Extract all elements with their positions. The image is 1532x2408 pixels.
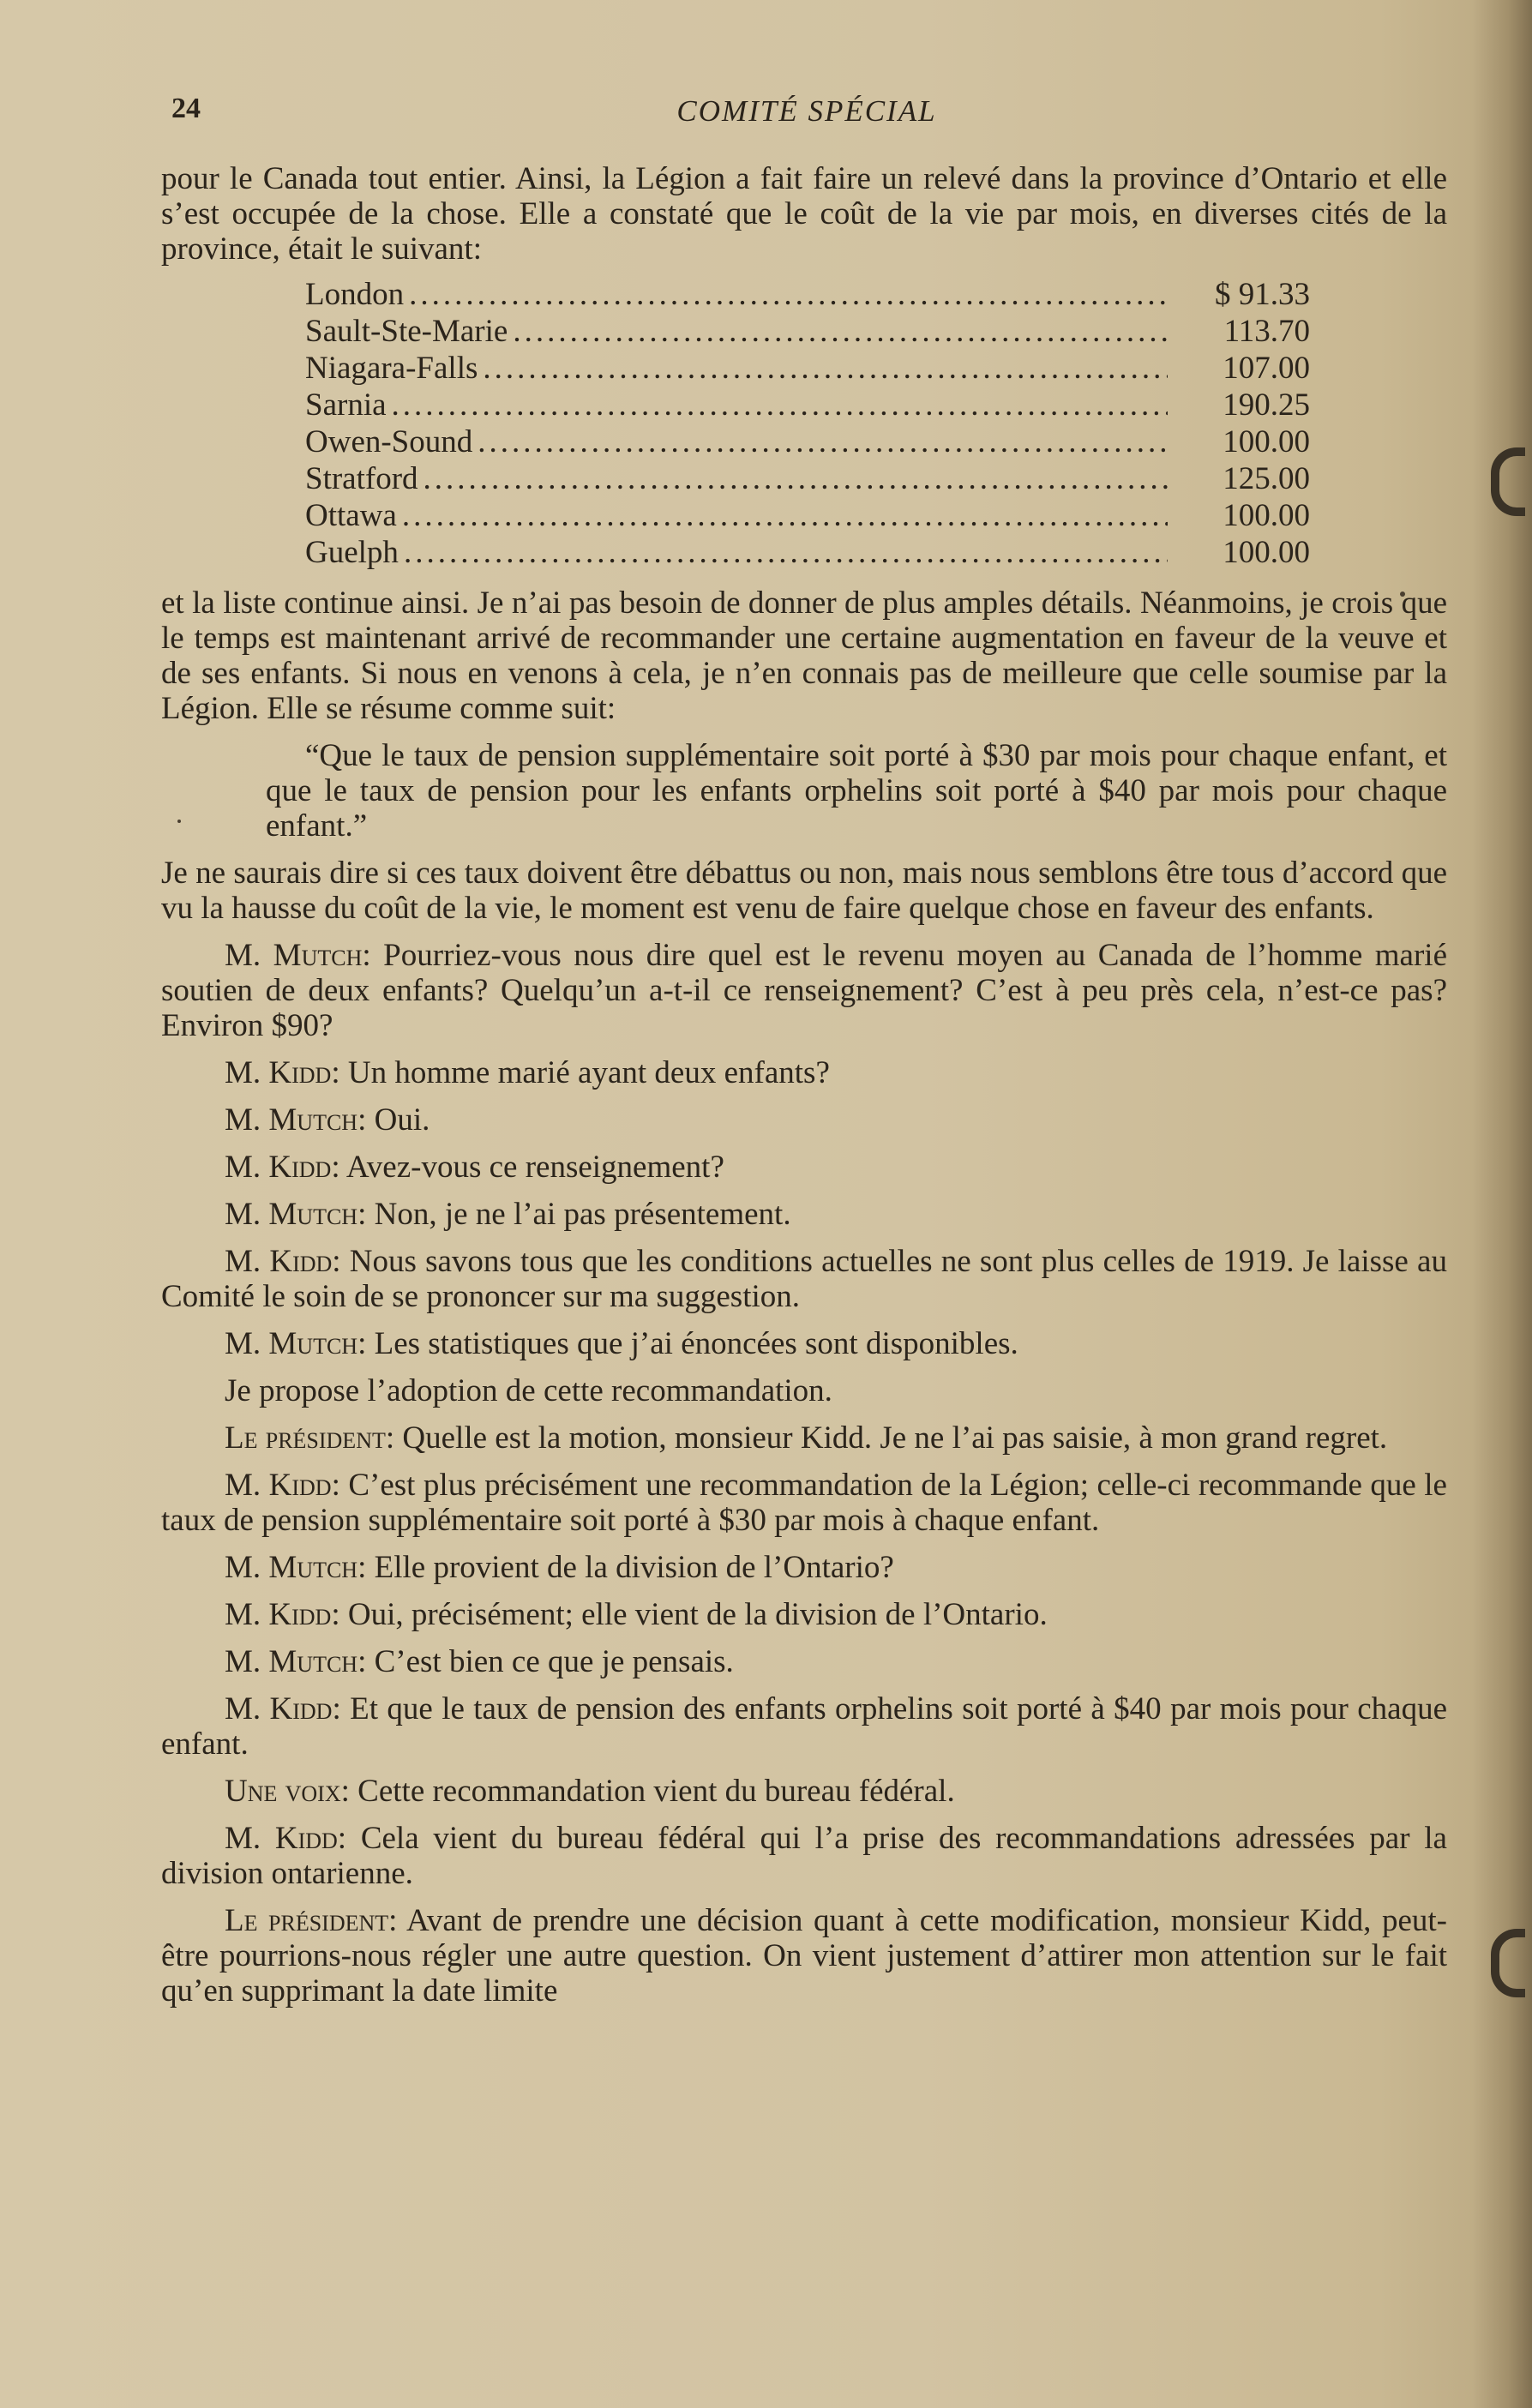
dialogue-paragraph — [161, 1197, 1447, 1232]
dot-leader — [402, 498, 1168, 533]
speaker-label: M. Mutch: — [225, 1326, 367, 1361]
dot-leader — [404, 535, 1168, 570]
price-row — [305, 314, 1310, 351]
speaker-label: M. Kidd: — [225, 1244, 341, 1279]
speaker-label: Une voix: — [225, 1774, 350, 1809]
price-city: Owen-Sound — [305, 424, 473, 459]
dot-leader — [483, 351, 1168, 386]
speech-text: Je propose l’adoption de cette recommandation. — [225, 1373, 832, 1408]
dialogue-paragraph — [161, 1774, 1447, 1809]
speech-text: Oui, précisément; elle vient de la division de l’Ontario. — [339, 1597, 1048, 1632]
dialogue-paragraph — [161, 1597, 1447, 1632]
price-city: Ottawa — [305, 498, 397, 533]
speech-text: Cela vient du bureau fédéral qui l’a prise des recommandations adressées par la division ontarienne. — [161, 1821, 1447, 1891]
price-value: 113.70 — [1223, 314, 1310, 349]
dialogue-paragraph — [161, 1550, 1447, 1585]
price-row — [305, 424, 1310, 461]
price-row — [305, 387, 1310, 424]
page-header — [168, 93, 1445, 135]
intro-paragraph: pour le Canada tout entier. Ainsi, la Légion a fait faire un relevé dans la province d’Ontario et elle s’est occupée de la chose. Elle a constaté que le coût de la vie par mois, en diverses cités de la province, était le suivant: — [161, 161, 1447, 267]
speech-text: Elle provient de la division de l’Ontario? — [366, 1550, 894, 1585]
speaker-label: M. Kidd: — [225, 1055, 340, 1090]
dot-leader — [513, 314, 1168, 349]
dot-leader — [409, 277, 1168, 312]
speaker-label: Le président: — [225, 1903, 398, 1938]
dialogue-paragraph — [161, 1420, 1447, 1456]
speech-text: Cette recommandation vient du bureau fédéral. — [349, 1774, 955, 1809]
price-value: $ 91.33 — [1215, 277, 1310, 312]
dialogue-paragraph — [161, 1821, 1447, 1891]
speaker-label: M. Mutch: — [225, 1644, 367, 1679]
price-row — [305, 277, 1310, 314]
after-list-paragraph: et la liste continue ainsi. Je n’ai pas besoin de donner de plus amples détails. Néanmoins, je crois que le temps est maintenant arrivé de recommander une certaine augmentation en faveur de la veuve et de ses enfants. Si nous en venons à cela, je n’en connais pas de meilleure que celle soumise par la Légion. Elle se résume comme suit: — [161, 585, 1447, 726]
speaker-label: M. Kidd: — [225, 1468, 340, 1503]
page-edge-shadow — [1472, 0, 1532, 2408]
price-row — [305, 535, 1310, 572]
price-value: 100.00 — [1223, 424, 1310, 459]
speech-text: Et que le taux de pension des enfants orphelins soit porté à $40 par mois pour chaque enfant. — [161, 1691, 1447, 1762]
binder-clip-icon — [1491, 447, 1525, 516]
dot-leader — [424, 461, 1168, 496]
speaker-label: M. Kidd: — [225, 1150, 340, 1185]
speech-text: Pourriez-vous nous dire quel est le revenu moyen au Canada de l’homme marié soutien de deux enfants? Quelqu’un a-t-il ce renseignement? C’est à peu près cela, n’est-ce pas? Environ $90? — [161, 938, 1447, 1043]
speaker-label: Le président: — [225, 1420, 395, 1456]
dialogue-paragraph — [161, 1055, 1447, 1090]
dialogue-paragraph — [161, 1244, 1447, 1314]
speech-text: C’est plus précisément une recommandation de la Légion; celle-ci recommande que le taux de pension supplémentaire soit porté à $30 par mois à chaque enfant. — [161, 1468, 1447, 1538]
speech-text: Un homme marié ayant deux enfants? — [339, 1055, 830, 1090]
price-row — [305, 498, 1310, 535]
price-value: 100.00 — [1223, 498, 1310, 533]
price-list — [305, 277, 1310, 572]
speech-text: Quelle est la motion, monsieur Kidd. Je ne l’ai pas saisie, à mon grand regret. — [394, 1420, 1388, 1456]
speaker-label: M. Mutch: — [225, 1197, 367, 1232]
price-city: London — [305, 277, 405, 312]
page-body — [161, 161, 1447, 2009]
price-row — [305, 461, 1310, 498]
dialogue-paragraph — [161, 1102, 1447, 1138]
price-city: Sarnia — [305, 387, 387, 423]
running-head: COMITÉ SPÉCIAL — [676, 94, 937, 128]
price-city: Guelph — [305, 535, 399, 570]
dialogue-paragraph — [161, 1903, 1447, 2009]
price-city: Sault-Ste-Marie — [305, 314, 508, 349]
speaker-label: M. Mutch: — [225, 1550, 367, 1585]
price-city: Niagara-Falls — [305, 351, 478, 386]
page-number: 24 — [171, 93, 201, 124]
speech-text: Avant de prendre une décision quant à cette modification, monsieur Kidd, peut-être pourrions-nous régler une autre question. On vient justement d’attirer mon attention sur le fait qu’en supprimant la date limite — [161, 1903, 1447, 2009]
dialogue-paragraph — [161, 1326, 1447, 1361]
speaker-label: M. Kidd: — [225, 1597, 340, 1632]
dot-leader — [478, 424, 1168, 459]
price-value: 107.00 — [1223, 351, 1310, 386]
price-city: Stratford — [305, 461, 418, 496]
price-value: 100.00 — [1223, 535, 1310, 570]
speaker-label: M. Kidd: — [225, 1821, 347, 1856]
dialogue-paragraph — [161, 1691, 1447, 1762]
speech-text: C’est bien ce que je pensais. — [366, 1644, 734, 1679]
speech-text: Nous savons tous que les conditions actuelles ne sont plus celles de 1919. Je laisse au Comité le soin de se prononcer sur ma suggestion. — [161, 1244, 1447, 1314]
speech-text: Non, je ne l’ai pas présentement. — [366, 1197, 791, 1232]
dialogue-paragraph — [161, 938, 1447, 1043]
speech-text: Avez-vous ce renseignement? — [339, 1150, 724, 1185]
price-value: 125.00 — [1223, 461, 1310, 496]
speaker-label: M. Mutch: — [225, 1102, 367, 1138]
after-quote-paragraph: Je ne saurais dire si ces taux doivent être débattus ou non, mais nous semblons être tous d’accord que vu la hausse du coût de la vie, le moment est venu de faire quelque chose en faveur des enfants. — [161, 856, 1447, 926]
speaker-label: M. Kidd: — [225, 1691, 341, 1726]
dialogue-paragraph — [161, 1373, 1447, 1408]
dialogue-paragraph — [161, 1150, 1447, 1185]
dot-leader — [392, 387, 1168, 423]
speech-text: Oui. — [366, 1102, 430, 1138]
speech-text: Les statistiques que j’ai énoncées sont disponibles. — [366, 1326, 1018, 1361]
speaker-label: M. Mutch: — [225, 938, 371, 973]
price-value: 190.25 — [1223, 387, 1310, 423]
dialogue-paragraph — [161, 1644, 1447, 1679]
dialogue-paragraph — [161, 1468, 1447, 1538]
binder-clip-icon — [1491, 1929, 1525, 1997]
price-row — [305, 351, 1310, 387]
legion-quote: “Que le taux de pension supplémentaire soit porté à $30 par mois pour chaque enfant, et que le taux de pension pour les enfants orphelins soit porté à $40 par mois pour chaque enfant.” — [266, 738, 1447, 844]
